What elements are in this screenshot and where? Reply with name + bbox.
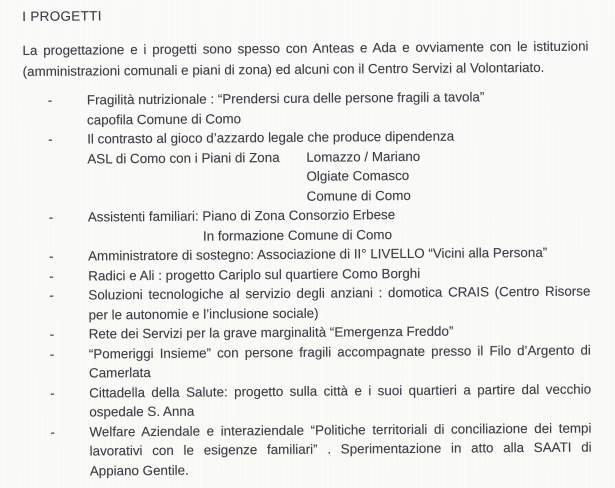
list-item-text: ospedale S. Anna	[89, 403, 195, 420]
list-item-continuation	[26, 457, 592, 481]
bullet-dash: -	[48, 209, 54, 225]
list-item-text: Radici e Ali : progetto Cariplo sul quartiere Como Borghi	[88, 265, 421, 283]
project-list	[23, 87, 592, 481]
list-item-text: Amministratore di sostegno: Associazione di II° LIVELLO “Vicini alla Persona”	[88, 244, 548, 264]
bullet-dash: -	[49, 346, 55, 362]
list-item-text: Cittadella della Salute: progetto sulla città e i suoi quartieri a partire dal vecchio	[89, 381, 592, 400]
list-item-text: per le autonomie e l’inclusione sociale)	[88, 305, 319, 322]
list-item-text: Il contrasto al gioco d’azzardo legale che produce dipendenza	[87, 128, 455, 147]
list-item-text: capofila Comune di Como	[86, 110, 242, 128]
list-item-text: Camerlata	[88, 365, 151, 381]
bullet-dash: -	[48, 131, 53, 147]
intro-line: (amministrazioni comunali e piani di zona) ed alcuni con il Centro Servizi al Volontariato.	[22, 59, 545, 80]
bullet-dash: -	[50, 385, 55, 401]
bullet-dash: -	[49, 287, 54, 303]
list-item-right-column: Olgiate Comasco	[306, 167, 410, 184]
bullet-dash: -	[49, 268, 54, 284]
list-item-text: Soluzioni tecnologiche al servizio degli anziani : domotica CRAIS (Centro Risorse	[88, 283, 591, 303]
list-item-text: Rete dei Servizi per la grave marginalità “Emergenza Freddo”	[88, 323, 454, 342]
list-item-text: In formazione Comune di Como	[202, 226, 393, 244]
page-title: I PROGETTI	[22, 8, 102, 25]
intro-line: La progettazione e i progetti sono spesso con Anteas e Ada e ovviamente con le istituzioni	[22, 38, 589, 59]
list-item-text: Fragilità nutrizionale : “Prendersi cura delle persone fragili a tavola”	[86, 89, 485, 108]
document-content	[22, 4, 592, 481]
bullet-dash: -	[50, 424, 55, 440]
list-item-text: Welfare Aziendale e interaziendale “Politiche territoriali di conciliazione dei tempi	[89, 420, 592, 439]
list-item-text: Appiano Gentile.	[89, 462, 189, 478]
bullet-dash: -	[47, 92, 53, 108]
list-item-text: “Pomeriggi Insieme” con persone fragili accompagnate presso il Filo d’Argento di	[88, 342, 591, 361]
list-item-text: ASL di Como con i Piani di Zona	[87, 149, 280, 166]
bullet-dash: -	[49, 326, 55, 342]
list-item-text: Assistenti familiari: Piano di Zona Consorzio Erbese	[87, 207, 396, 225]
list-item-text: lavorativi con le esigenze familiari” . Sperimentazione in atto alla SAATI di	[89, 439, 592, 459]
list-item-right-column: Comune di Como	[306, 187, 411, 204]
intro-paragraph	[22, 36, 588, 82]
bullet-dash: -	[49, 248, 54, 264]
list-item-right-column: Lomazzo / Mariano	[306, 148, 421, 165]
